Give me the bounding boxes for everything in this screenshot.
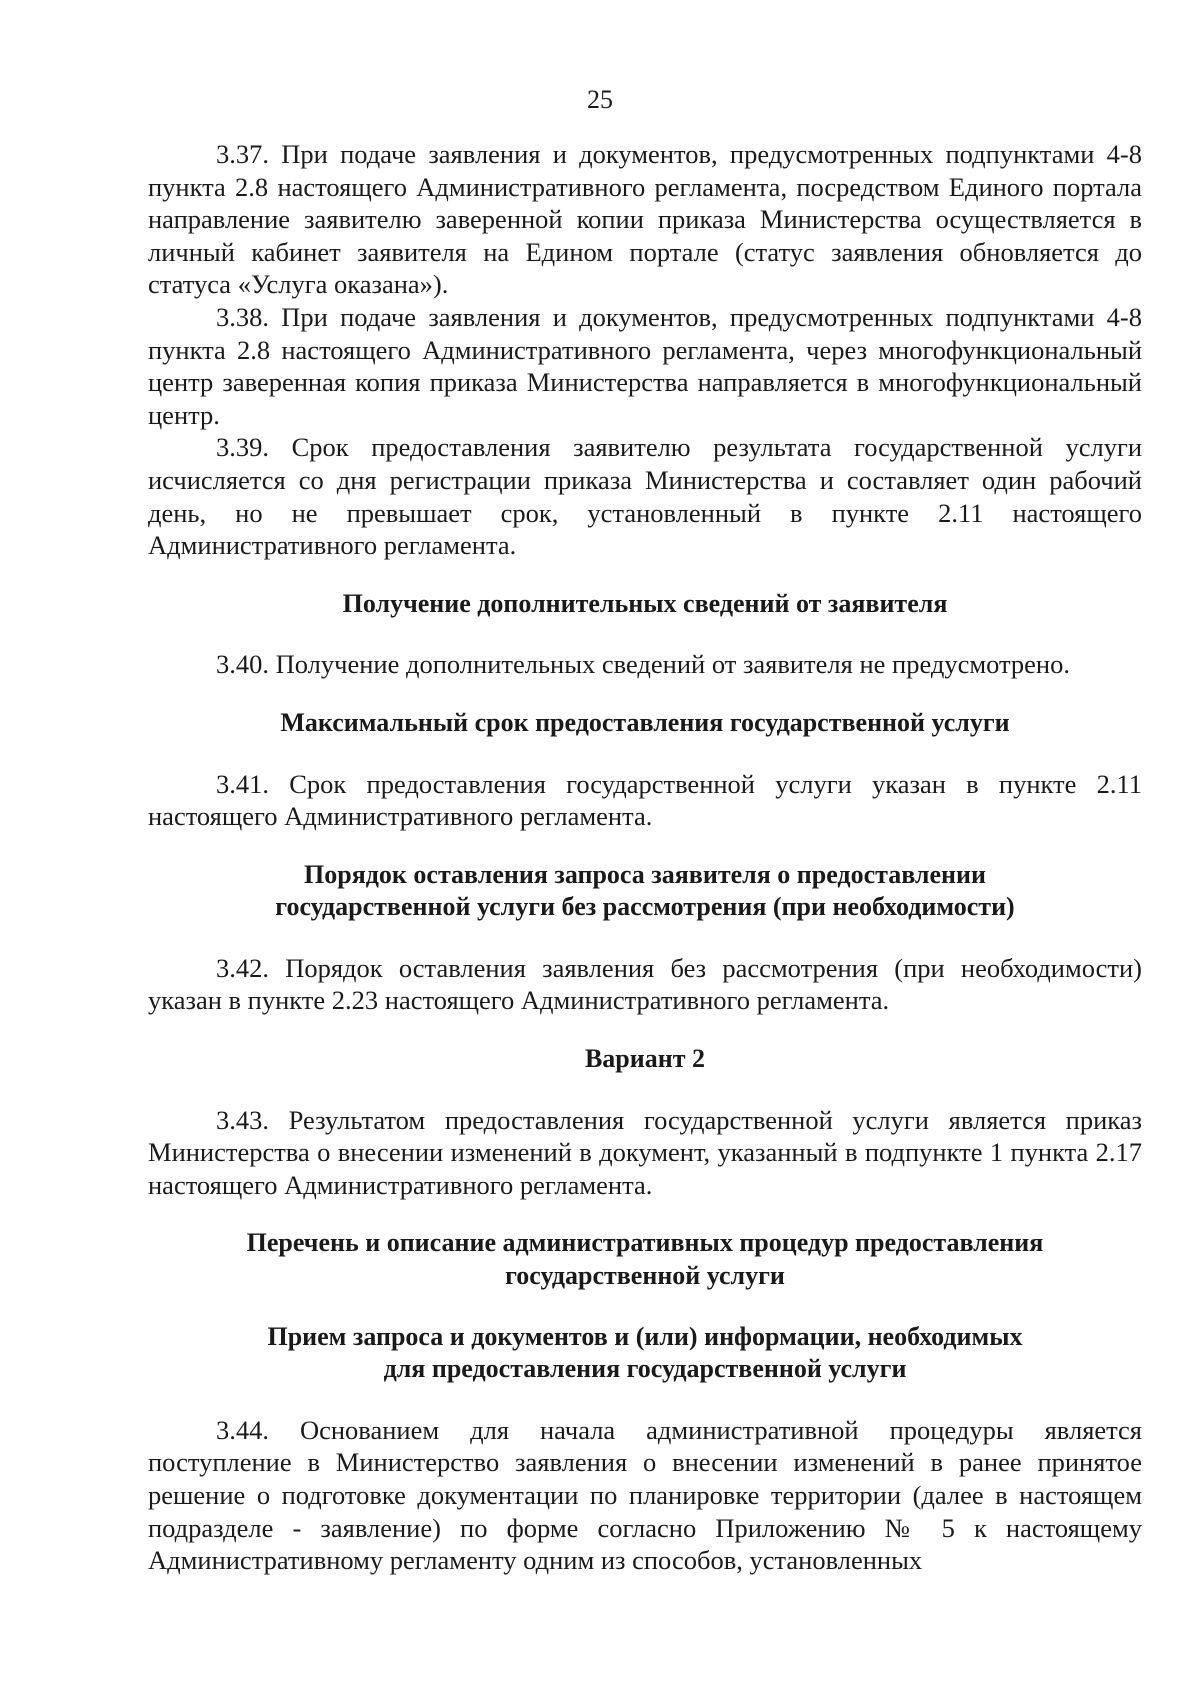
paragraph-3-44: 3.44. Основанием для начала административной процедуры является поступление в Министерство заявления о внесении изменений в ранее принятое решение о подготовке документации по планировке территории (далее в настоящем подразделе - заявление) по форме согласно Приложению № 5 к настоящему Административному регламенту одним из способов, установленных [148, 1414, 1142, 1576]
subsection-heading [148, 1321, 1142, 1386]
heading-line: Максимальный срок предоставления государственной услуги [280, 707, 1010, 737]
heading-line: для предоставления государственной услуги [383, 1354, 907, 1384]
section-heading [148, 859, 1142, 924]
paragraph-3-41: 3.41. Срок предоставления государственной услуги указан в пункте 2.11 настоящего Административного регламента. [148, 768, 1142, 832]
section-heading [148, 588, 1142, 621]
heading-line: Получение дополнительных сведений от заявителя [342, 588, 948, 618]
page-number: 25 [587, 85, 613, 114]
heading-line: Вариант 2 [584, 1044, 706, 1074]
heading-line: Перечень и описание административных процедур предоставления [246, 1228, 1044, 1258]
paragraph-3-38: 3.38. При подаче заявления и документов, предусмотренных подпунктами 4-8 пункта 2.8 настоящего Административного регламента, через многофункциональный центр заверенная копия приказа Министерства направляется в многофункциональный центр. [148, 301, 1142, 430]
paragraph-3-39: 3.39. Срок предоставления заявителю результата государственной услуги исчисляется со дня регистрации приказа Министерства и составляет один рабочий день, но не превышает срок, установленный в пункте 2.11 настоящего Административного регламента. [148, 432, 1142, 561]
paragraph-3-37: 3.37. При подаче заявления и документов, предусмотренных подпунктами 4-8 пункта 2.8 настоящего Административного регламента, посредством Единого портала направление заявителю заверенной копии приказа Министерства осуществляется в личный кабинет заявителя на Едином портале (статус заявления обновляется до статуса «Услуга оказана»). [148, 139, 1142, 300]
heading-line: Порядок оставления запроса заявителя о предоставлении [304, 859, 986, 889]
paragraph-3-40: 3.40. Получение дополнительных сведений от заявителя не предусмотрено. [216, 649, 1070, 680]
section-heading [148, 1227, 1142, 1292]
paragraph-3-42: 3.42. Порядок оставления заявления без рассмотрения (при необходимости) указан в пункте 2.23 настоящего Административного регламента. [148, 952, 1142, 1016]
paragraph-3-43: 3.43. Результатом предоставления государственной услуги является приказ Министерства о внесении изменений в документ, указанный в подпункте 1 пункта 2.17 настоящего Административного регламента. [148, 1104, 1142, 1200]
heading-line: государственной услуги [505, 1261, 785, 1291]
section-heading [148, 1043, 1142, 1076]
section-heading [148, 707, 1142, 740]
heading-line: Прием запроса и документов и (или) информации, необходимых [267, 1321, 1023, 1351]
heading-line: государственной услуги без рассмотрения (при необходимости) [275, 892, 1015, 922]
document-body [148, 138, 1142, 1577]
